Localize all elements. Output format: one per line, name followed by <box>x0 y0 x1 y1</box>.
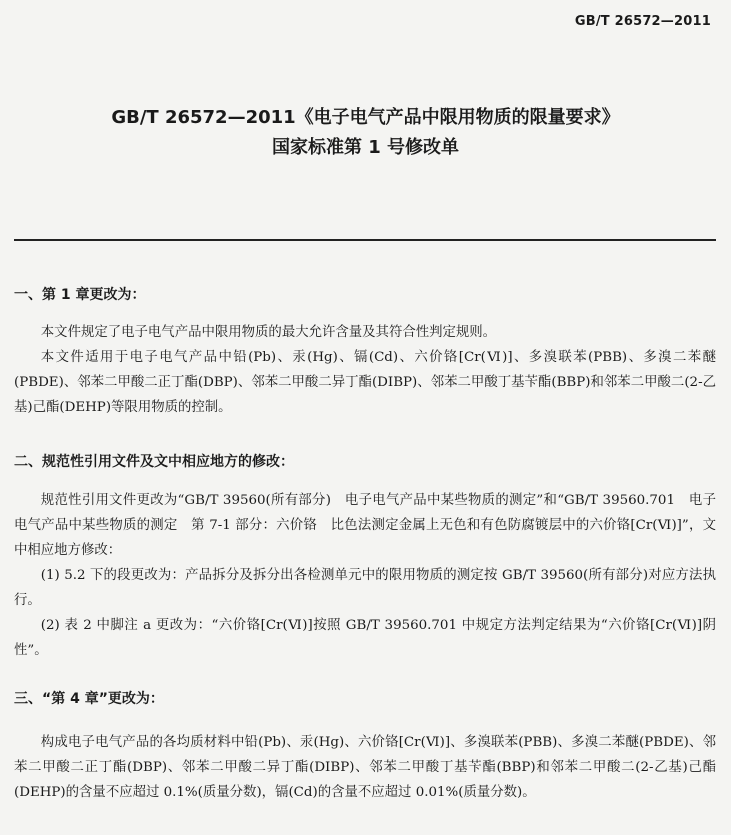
section-2-paragraph-1: 规范性引用文件更改为“GB/T 39560(所有部分) 电子电气产品中某些物质的测定”和“GB/T 39560.701 电子电气产品中某些物质的测定 第 7-1 部分：六价铬 比色法测定金属上无色和有色防腐镀层中的六价铬[Cr(Ⅵ)]”，文中相应地方修改： <box>14 493 716 558</box>
section-1-paragraph-2: 本文件适用于电子电气产品中铅(Pb)、汞(Hg)、镉(Cd)、六价铬[Cr(Ⅵ)]、多溴联苯(PBB)、多溴二苯醚(PBDE)、邻苯二甲酸二正丁酯(DBP)、邻苯二甲酸二异丁酯(DIBP)、邻苯二甲酸丁基苄酯(BBP)和邻苯二甲酸二(2-乙基)己酯(DEHP)等限用物质的控制。 <box>14 350 716 415</box>
section-3-heading: 三、“第 4 章”更改为： <box>14 691 164 707</box>
section-2-paragraph-3: (2) 表 2 中脚注 a 更改为：“六价铬[Cr(Ⅵ)]按照 GB/T 39560.701 中规定方法判定结果为“六价铬[Cr(Ⅵ)]阴性”。 <box>14 618 716 658</box>
section-1-heading: 一、第 1 章更改为： <box>14 287 146 303</box>
section-2-paragraph-2: (1) 5.2 下的段更改为：产品拆分及拆分出各检测单元中的限用物质的测定按 GB/T 39560(所有部分)对应方法执行。 <box>14 568 716 608</box>
document-title: GB/T 26572—2011《电子电气产品中限用物质的限量要求》 <box>111 107 620 128</box>
standard-code: GB/T 26572—2011 <box>574 14 711 29</box>
title-divider <box>14 239 716 241</box>
section-2-heading: 二、规范性引用文件及文中相应地方的修改： <box>14 454 294 470</box>
section-3-paragraph-1: 构成电子电气产品的各均质材料中铅(Pb)、汞(Hg)、六价铬[Cr(Ⅵ)]、多溴联苯(PBB)、多溴二苯醚(PBDE)、邻苯二甲酸二正丁酯(DBP)、邻苯二甲酸二异丁酯(DIBP)、邻苯二甲酸丁基苄酯(BBP)和邻苯二甲酸二(2-乙基)己酯(DEHP)的含量不应超过 0.1%(质量分数)，镉(Cd)的含量不应超过 0.01%(质量分数)。 <box>14 735 716 800</box>
section-1-paragraph-1: 本文件规定了电子电气产品中限用物质的最大允许含量及其符合性判定规则。 <box>40 325 497 340</box>
document-subtitle: 国家标准第 1 号修改单 <box>271 137 460 158</box>
